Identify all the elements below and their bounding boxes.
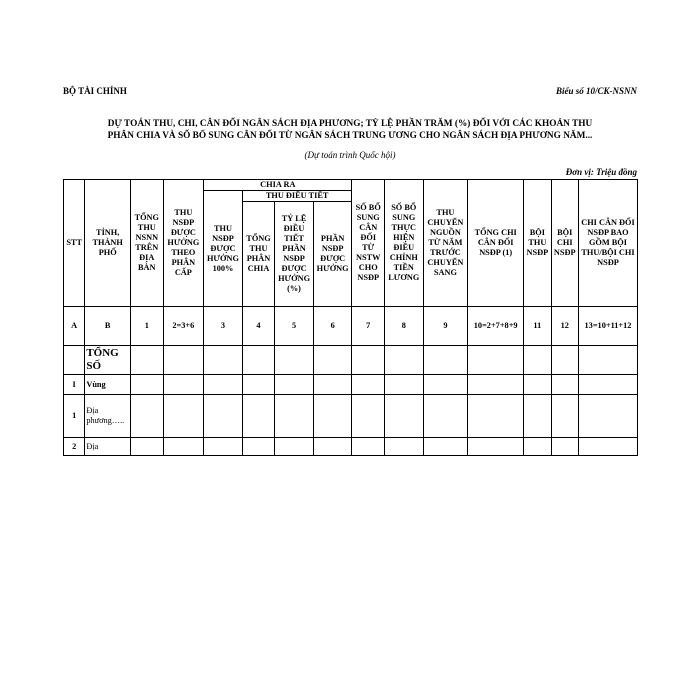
table-row-total xyxy=(64,346,638,375)
table-row xyxy=(64,438,638,456)
index-cell: 2=3+6 xyxy=(163,307,204,346)
index-row xyxy=(64,307,638,346)
row-stt: 2 xyxy=(64,438,85,456)
index-cell: 9 xyxy=(423,307,468,346)
index-cell: 13=10+11+12 xyxy=(578,307,637,346)
col-header-stt: STT xyxy=(64,180,85,307)
document-subtitle: (Dự toán trình Quốc hội) xyxy=(304,150,396,160)
row-stt: I xyxy=(64,375,85,395)
index-cell: A xyxy=(64,307,85,346)
col-header-local-share: PHẦN NSĐP ĐƯỢC HƯỞNG xyxy=(313,202,352,307)
index-cell: 1 xyxy=(131,307,164,346)
row-name: Vùng xyxy=(85,375,131,395)
table-row xyxy=(64,395,638,438)
table-row-region xyxy=(64,375,638,395)
row-name: TỔNG SỐ xyxy=(85,346,131,375)
col-header-breakdown: CHIA RA xyxy=(204,180,352,191)
col-header-carryover: THU CHUYỂN NGUỒN TỪ NĂM TRƯỚC CHUYỂN SANG xyxy=(423,180,468,307)
document-title xyxy=(63,118,637,142)
unit-label: Đơn vị: Triệu đồng xyxy=(565,167,637,177)
row-stt xyxy=(64,346,85,375)
index-cell: 4 xyxy=(242,307,275,346)
col-header-shared-total: TỔNG THU PHÂN CHIA xyxy=(242,202,275,307)
row-name: Địa xyxy=(85,438,131,456)
col-header-total-revenue: TỔNG THU NSNN TRÊN ĐỊA BÀN xyxy=(131,180,164,307)
index-cell: 8 xyxy=(384,307,423,346)
title-line-1: DỰ TOÁN THU, CHI, CÂN ĐỐI NGÂN SÁCH ĐỊA PHƯƠNG; TỶ LỆ PHẦN TRĂM (%) ĐỐI VỚI CÁC KHOẢN THU xyxy=(107,119,593,129)
col-header-local-revenue: THU NSĐP ĐƯỢC HƯỞNG THEO PHÂN CẤP xyxy=(163,180,204,307)
index-cell: 7 xyxy=(352,307,385,346)
row-stt: 1 xyxy=(64,395,85,438)
form-number: Biểu số 10/CK-NSNN xyxy=(555,86,637,96)
col-header-surplus: BỘI THU NSĐP xyxy=(524,180,551,307)
index-cell: 3 xyxy=(204,307,243,346)
col-header-adjusted: THU ĐIỀU TIẾT xyxy=(242,191,352,202)
ministry-name: BỘ TÀI CHÍNH xyxy=(63,86,127,96)
col-header-spend-incl: CHI CÂN ĐỐI NSĐP BAO GỒM BỘI THU/BỘI CHI NSĐP xyxy=(578,180,637,307)
col-header-revenue-100: THU NSĐP ĐƯỢC HƯỞNG 100% xyxy=(204,191,243,307)
index-cell: 12 xyxy=(551,307,578,346)
index-cell: 6 xyxy=(313,307,352,346)
title-line-2: PHÂN CHIA VÀ SỐ BỔ SUNG CÂN ĐỐI TỪ NGÂN SÁCH TRUNG ƯƠNG CHO NGÂN SÁCH ĐỊA PHƯƠNG NĂM... xyxy=(107,131,593,141)
index-cell: 5 xyxy=(275,307,314,346)
budget-table xyxy=(63,179,638,456)
col-header-balancing: SỐ BỔ SUNG CÂN ĐỐI TỪ NSTW CHO NSĐP xyxy=(352,180,385,307)
col-header-rate: TỶ LỆ ĐIỀU TIẾT PHẦN NSĐP ĐƯỢC HƯỞNG (%) xyxy=(275,202,314,307)
col-header-total-spend: TỔNG CHI CÂN ĐỐI NSĐP (1) xyxy=(468,180,524,307)
col-header-salary: SỐ BỔ SUNG THỰC HIỆN ĐIỀU CHỈNH TIỀN LƯƠNG xyxy=(384,180,423,307)
index-cell: 11 xyxy=(524,307,551,346)
col-header-deficit: BỘI CHI NSĐP xyxy=(551,180,578,307)
index-cell: 10=2+7+8+9 xyxy=(468,307,524,346)
row-name: Địa phương….. xyxy=(85,395,131,438)
index-cell: B xyxy=(85,307,131,346)
col-header-province: TỈNH, THÀNH PHỐ xyxy=(85,180,131,307)
